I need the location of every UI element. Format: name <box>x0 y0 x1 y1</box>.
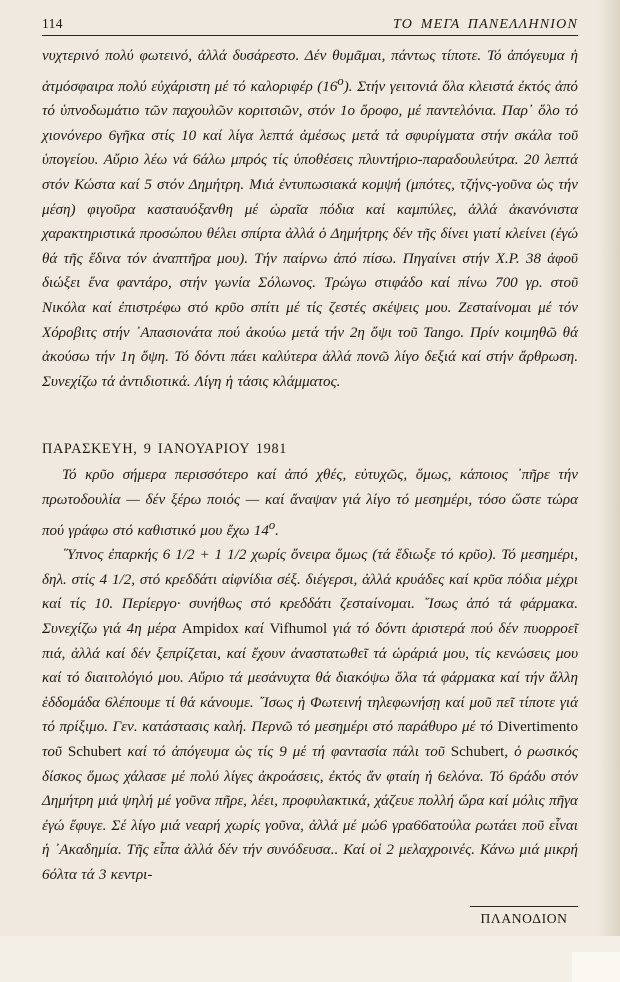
entry-date-heading: ΠΑΡΑΣΚΕΥΗ, 9 ΙΑΝΟΥΑΡΙΟΥ 1981 <box>42 441 288 458</box>
page-corner-tone <box>572 952 620 982</box>
par-text-segment: ῞Υπνος ἐπαρκής 6 1/2 + 1 1/2 χωρίς ὄνειρα ὅμως (τά ἔδιωξε τό κρῦο). Τό μεσημέρι, δηλ. στίς 4 1/2, στό κρεδδάτι αἰφνίδια σέξ. διέγερσι, ἀλλά κρυάδες καί κρῦα πόδια μέχρι καί τίς 10. Περίεργο· συνήθως στό κρεδδάτι ζεσταίνομαι. ῎Ισως ἀπό τά φάρμακα. Συνεχίζω γιά 4η μέρα <box>42 547 578 637</box>
section-spacer <box>42 394 578 438</box>
par-text-segment: Τό κρῦο σήμερα περισσότερο καί ἀπό χθές, εὐτυχῶς, ὅμως, κάποιος ᾿πῆρε τήν πρωτοδουλία — δέν ξέρω ποιός — καί ἄναψαν γιά λίγο τό μεσημέρι, τόσο ὥστε τώρα πού γράφω στό καθιστικό μου ἔχω 14 <box>42 467 578 539</box>
par-text-segment: τοῦ <box>42 743 68 760</box>
par-text-segment: . <box>275 522 279 539</box>
paragraph-continued <box>42 44 578 394</box>
composer-name-schubert: Schubert <box>67 743 122 760</box>
colophon <box>470 906 578 927</box>
running-head <box>42 16 578 36</box>
par-text-segment: , ὁ ρωσικός δίσκος ὅμως χάλασε μέ πολύ λίγες ἀκροάσεις, ἐκτός ἄν φταίη ἡ 6ελόνα. Τό 6ράδυ στόν Δημήτρη μιά ψηλή μέ γοῦνα πῆρε, λέει, προφυλακτικά, χάζευε πολλή ὥρα καί μόλις πῆγα ἐγώ ἔφυγε. Σέ λίγο μιά νεαρή χωρίς γοῦνα, ἀλλά μέ μώ6 γρα66ατούλα ρωτάει ποῦ εἶναι ἡ ᾿Ακαδημία. Τῆς εἶπα ἀλλά δέν τήν συνόδευσα.. Καί οἱ 2 μελαχροινές. Κάνω μιά μικρή 6όλτα τά 3 κεντρι- <box>42 743 578 883</box>
drug-name-vifhumol: Vifhumol <box>269 620 328 637</box>
entry-paragraph-1 <box>42 463 578 543</box>
entry-paragraph-2 <box>42 543 578 887</box>
degree-marker: ο <box>268 517 276 532</box>
par-text-segment: καί <box>238 620 270 637</box>
drug-name-ampidox: Ampidox <box>181 620 239 637</box>
composer-name-schubert: Schubert <box>450 743 505 760</box>
page-edge-shadow <box>598 0 620 936</box>
page-bottom-tone <box>0 936 620 982</box>
par-text-segment: γιά τό δόντι ἀριστερά πού δέν πυορροεῖ πιά, ἀλλά καί δέν ξεπρίζεται, καί ἔχουν ἀναστατωθεῖ τά ὡράριά μου, τίς κενώσεις μου καί τό διαιτολόγιό μου. Αὔριο τά μεσάνυχτα θά διακόψω ὅλα τά φάρμακα καί τήν ἄλλη ἑδδομάδα 6λέπουμε τί θά κάνουμε. ῎Ισως ἡ Φωτεινή τηλεφωνήσῃ καί μοῦ πεῖ τίποτε γιά τό πρίξιμο. Γεν. κατάστασις καλή. Περνῶ τό μεσημέρι στό παράθυρο μέ τό <box>42 620 578 736</box>
degree-marker: ο <box>337 73 344 88</box>
page-number: 114 <box>42 16 63 31</box>
running-head-title: ΤΟ ΜΕΓΑ ΠΑΝΕΛΛΗΝΙΟΝ <box>393 17 578 32</box>
par-text-segment: καί τό ἀπόγευμα ὡς τίς 9 μέ τή φαντασία πάλι τοῦ <box>121 743 451 760</box>
header-rule <box>42 35 578 36</box>
colophon-rule <box>470 906 578 907</box>
par-text-segment: ). Στήν γειτονιά ὅλα κλειστά ἐκτός ἀπό τό ὑπνοδωμάτιο τῶν παχουλῶν κοριτσιῶν, στόν 1ο ὄροφο, μέ παντελόνια. Παρ᾿ ὅλο τό χιονόνερο 6γῆκα στίς 10 καί λίγα λεπτά ἀμέσως μετά τά σφυρίγματα στήν σκάλα τοῦ ὑπογείου. Αὔριο λέω νά 6άλω μπρός τίς ὑποθέσεις πλυντήριο-παραδουλεύτρα. 20 λεπτά στόν Κώστα καί 5 στόν Δημήτρη. Μιά ἐντυπωσιακά κομψή (μπότες, τζήνς-γοῦνα ὡς τήν μέση) φιγοῦρα κασταυόξανθη μέ ὡραῖα πόδια καί καμπύλες, ἀλλά ἀκανόνιστα χαρακτηριστικά προσώπου θέλει σπίρτα ἀλλά ὁ Δημήτρης δέν τῆς δίνει γιατί κλείνει (ἐγώ θά τῆς ἔδινα τόν ἀναπτῆρα μου). Τήν παίρνω ἀπό πίσω. Πηγαίνει στήν Χ.Ρ. 38 ἀφοῦ διώξει ἕνα φαντάρο, στήν γωνία Σόλωνος. Τρώγω στιφάδο καί πίνω 700 γρ. στοῦ Νικόλα καί ἐπιστρέφω στό κρῦο σπίτι μέ τίς ζεστές σκέψεις μου. Ζεσταίνομαι μέ τόν Χόροβιτς στήν ᾿Απασιονάτα πού ἀκούω μετά τήν 2η ὄψι τοῦ Tango. Πρίν κοιμηθῶ θά ἀκούσω τήν 1η ὄψη. Τό δόντι πάει καλύτερα ἀλλά πονῶ λίγο δεξιά καί στήν ἄρθρωση. Συνεχίζω τά ἀντιδιοτικά. Λίγη ἡ τάσις κλάμματος. <box>42 78 578 390</box>
colophon-label: ΠΛΑΝΟΔΙΟΝ <box>480 911 568 926</box>
par-text-segment: νυχτερινό πολύ φωτεινό, ἀλλά δυσάρεστο. Δέν θυμᾶμαι, πάντως τίποτε. Τό ἀπόγευμα ἡ ἀτμόσφαιρα πολύ εὐχάριστη μέ τό καλοριφέρ (16 <box>42 48 578 95</box>
text-column <box>42 44 578 887</box>
work-title-divertimento: Divertimento <box>497 719 578 736</box>
